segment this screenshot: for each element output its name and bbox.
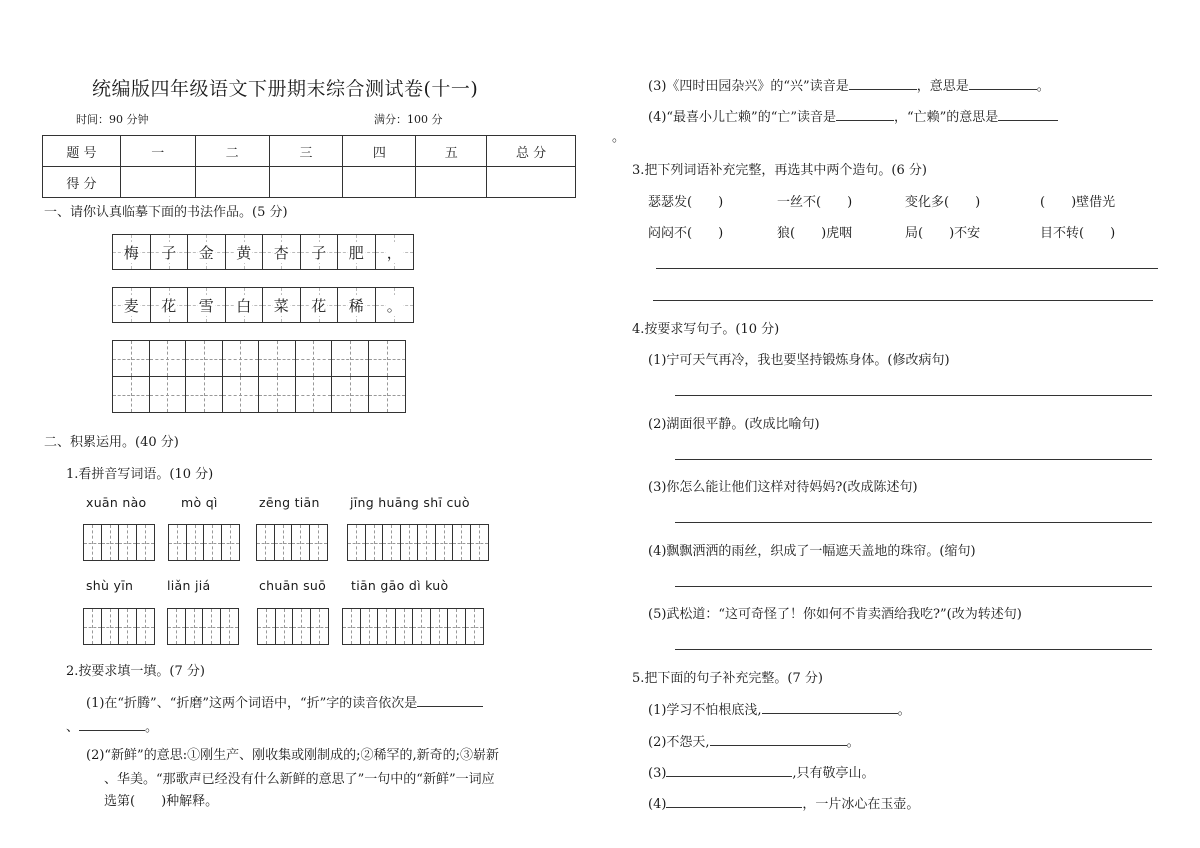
time-info: 时间：90 分钟 (76, 113, 149, 126)
q2-title: 2.按要求填一填。(7 分) (66, 664, 205, 679)
idiom-item: 目不转( ) (1040, 226, 1116, 241)
score-table (42, 135, 576, 198)
answer-blank[interactable] (79, 717, 145, 731)
score-table-cell: 五 (416, 136, 487, 167)
pinyin-label: shù yīn (86, 578, 134, 593)
score-table-cell: 二 (195, 136, 269, 167)
calligraphy-char: 杏 (263, 235, 301, 269)
q2-item1-continued: 、 。 (66, 716, 158, 735)
answer-blank[interactable] (710, 732, 847, 746)
answer-line[interactable] (656, 268, 1158, 269)
q4-item: (3)你怎么能让他们这样对待妈妈?(改成陈述句) (648, 480, 918, 495)
calligraphy-char: 梅 (113, 235, 151, 269)
word-answer-box[interactable] (83, 608, 155, 645)
page-title: 统编版四年级语文下册期末综合测试卷(十一) (92, 78, 479, 100)
answer-blank[interactable] (836, 107, 894, 121)
q4-item: (1)宁可天气再冷，我也要坚持锻炼身体。(修改病句) (648, 353, 950, 368)
q2-item4-end: 。 (612, 130, 626, 145)
word-answer-box[interactable] (83, 524, 155, 561)
answer-blank[interactable] (762, 700, 898, 714)
answer-blank[interactable] (969, 76, 1037, 90)
score-input-cell[interactable] (487, 167, 576, 198)
idiom-item: 局( )不安 (905, 226, 981, 241)
q4-item: (5)武松道：“这可奇怪了！你如何不肯卖酒给我吃?”(改为转述句) (648, 607, 1022, 622)
pinyin-label: zēng tiān (259, 495, 320, 510)
answer-blank[interactable] (849, 76, 917, 90)
answer-line[interactable] (675, 395, 1152, 396)
idiom-item: 变化多( ) (905, 195, 981, 210)
calligraphy-char: 菜 (263, 288, 301, 322)
calligraphy-line-2 (112, 287, 414, 323)
q5-item2: (2)不怨天, 。 (648, 731, 860, 750)
q5-title: 5.把下面的句子补充完整。(7 分) (632, 671, 823, 686)
calligraphy-char: 雪 (188, 288, 226, 322)
calligraphy-char: 子 (301, 235, 339, 269)
q4-item: (2)湖面很平静。(改成比喻句) (648, 417, 820, 432)
idiom-item: 闷闷不( ) (648, 226, 724, 241)
score-input-cell[interactable] (416, 167, 487, 198)
answer-line[interactable] (675, 586, 1152, 587)
word-answer-box[interactable] (257, 608, 329, 645)
calligraphy-char: 。 (376, 288, 414, 322)
pinyin-label: mò qì (181, 495, 218, 510)
q2-item2-line3: 选第( )种解释。 (104, 794, 219, 809)
answer-line[interactable] (675, 522, 1152, 523)
pinyin-label: liǎn jiá (167, 578, 211, 593)
score-table-cell: 得 分 (43, 167, 121, 198)
idiom-item: 一丝不( ) (777, 195, 853, 210)
calligraphy-char: 白 (226, 288, 264, 322)
q2-item3: (3)《四时田园杂兴》的“兴”读音是 ，意思是 。 (648, 75, 1050, 94)
practice-grid-row-1[interactable] (112, 340, 406, 377)
section2-heading: 二、积累运用。(40 分) (44, 435, 179, 450)
pinyin-label: jīng huāng shī cuò (350, 495, 470, 510)
answer-line[interactable] (675, 649, 1152, 650)
score-table-cell: 三 (269, 136, 343, 167)
q1-title: 1.看拼音写词语。(10 分) (66, 467, 214, 482)
pinyin-label: chuān suō (259, 578, 327, 593)
pinyin-label: tiān gāo dì kuò (351, 578, 449, 593)
word-answer-box[interactable] (347, 524, 489, 561)
pinyin-label: xuān nào (86, 495, 147, 510)
score-table-cell: 四 (343, 136, 416, 167)
score-table-cell: 总 分 (487, 136, 576, 167)
calligraphy-char: ， (376, 235, 414, 269)
idiom-item: 瑟瑟发( ) (648, 195, 724, 210)
score-input-cell[interactable] (343, 167, 416, 198)
practice-grid-row-2[interactable] (112, 376, 406, 413)
score-input-cell[interactable] (269, 167, 343, 198)
q4-title: 4.按要求写句子。(10 分) (632, 322, 780, 337)
idiom-item: ( )壁借光 (1040, 195, 1116, 210)
word-answer-box[interactable] (167, 608, 239, 645)
score-table-cell: 题 号 (43, 136, 121, 167)
q3-title: 3.把下列词语补充完整，再选其中两个造句。(6 分) (632, 163, 927, 178)
q4-item: (4)飘飘洒洒的雨丝，织成了一幅遮天盖地的珠帘。(缩句) (648, 544, 976, 559)
word-answer-box[interactable] (256, 524, 328, 561)
score-input-cell[interactable] (195, 167, 269, 198)
idiom-item: 狼( )虎咽 (777, 226, 853, 241)
q2-item2-line1: (2)“新鲜”的意思:①刚生产、刚收集或刚制成的;②稀罕的,新奇的;③崭新 (86, 748, 499, 763)
calligraphy-char: 花 (151, 288, 189, 322)
score-table-header-row (43, 136, 576, 167)
calligraphy-char: 稀 (338, 288, 376, 322)
calligraphy-char: 子 (151, 235, 189, 269)
q2-item4: (4)“最喜小儿亡赖”的“亡”读音是 ，“亡赖”的意思是 (648, 106, 1058, 125)
calligraphy-char: 黄 (226, 235, 264, 269)
full-score-info: 满分：100 分 (374, 113, 443, 126)
q5-item3: (3) ,只有敬亭山。 (648, 762, 875, 781)
calligraphy-char: 肥 (338, 235, 376, 269)
answer-blank[interactable] (417, 693, 483, 707)
score-table-score-row (43, 167, 576, 198)
q2-item1: (1)在“折腾”、“折磨”这两个词语中，“折”字的读音依次是 (86, 692, 483, 711)
score-input-cell[interactable] (120, 167, 195, 198)
word-answer-box[interactable] (342, 608, 484, 645)
calligraphy-char: 金 (188, 235, 226, 269)
calligraphy-line-1 (112, 234, 414, 270)
answer-blank[interactable] (998, 107, 1058, 121)
section1-heading: 一、请你认真临摹下面的书法作品。(5 分) (44, 205, 288, 220)
answer-blank[interactable] (666, 763, 792, 777)
q2-item2-line2: 、华美。“那歌声已经没有什么新鲜的意思了”一句中的“新鲜”一词应 (104, 772, 495, 787)
q5-item1: (1)学习不怕根底浅, 。 (648, 699, 911, 718)
q5-item4: (4) ，一片冰心在玉壶。 (648, 793, 919, 812)
answer-blank[interactable] (666, 794, 802, 808)
word-answer-box[interactable] (168, 524, 240, 561)
answer-line[interactable] (653, 300, 1153, 301)
calligraphy-char: 麦 (113, 288, 151, 322)
calligraphy-char: 花 (301, 288, 339, 322)
answer-line[interactable] (675, 459, 1152, 460)
score-table-cell: 一 (120, 136, 195, 167)
